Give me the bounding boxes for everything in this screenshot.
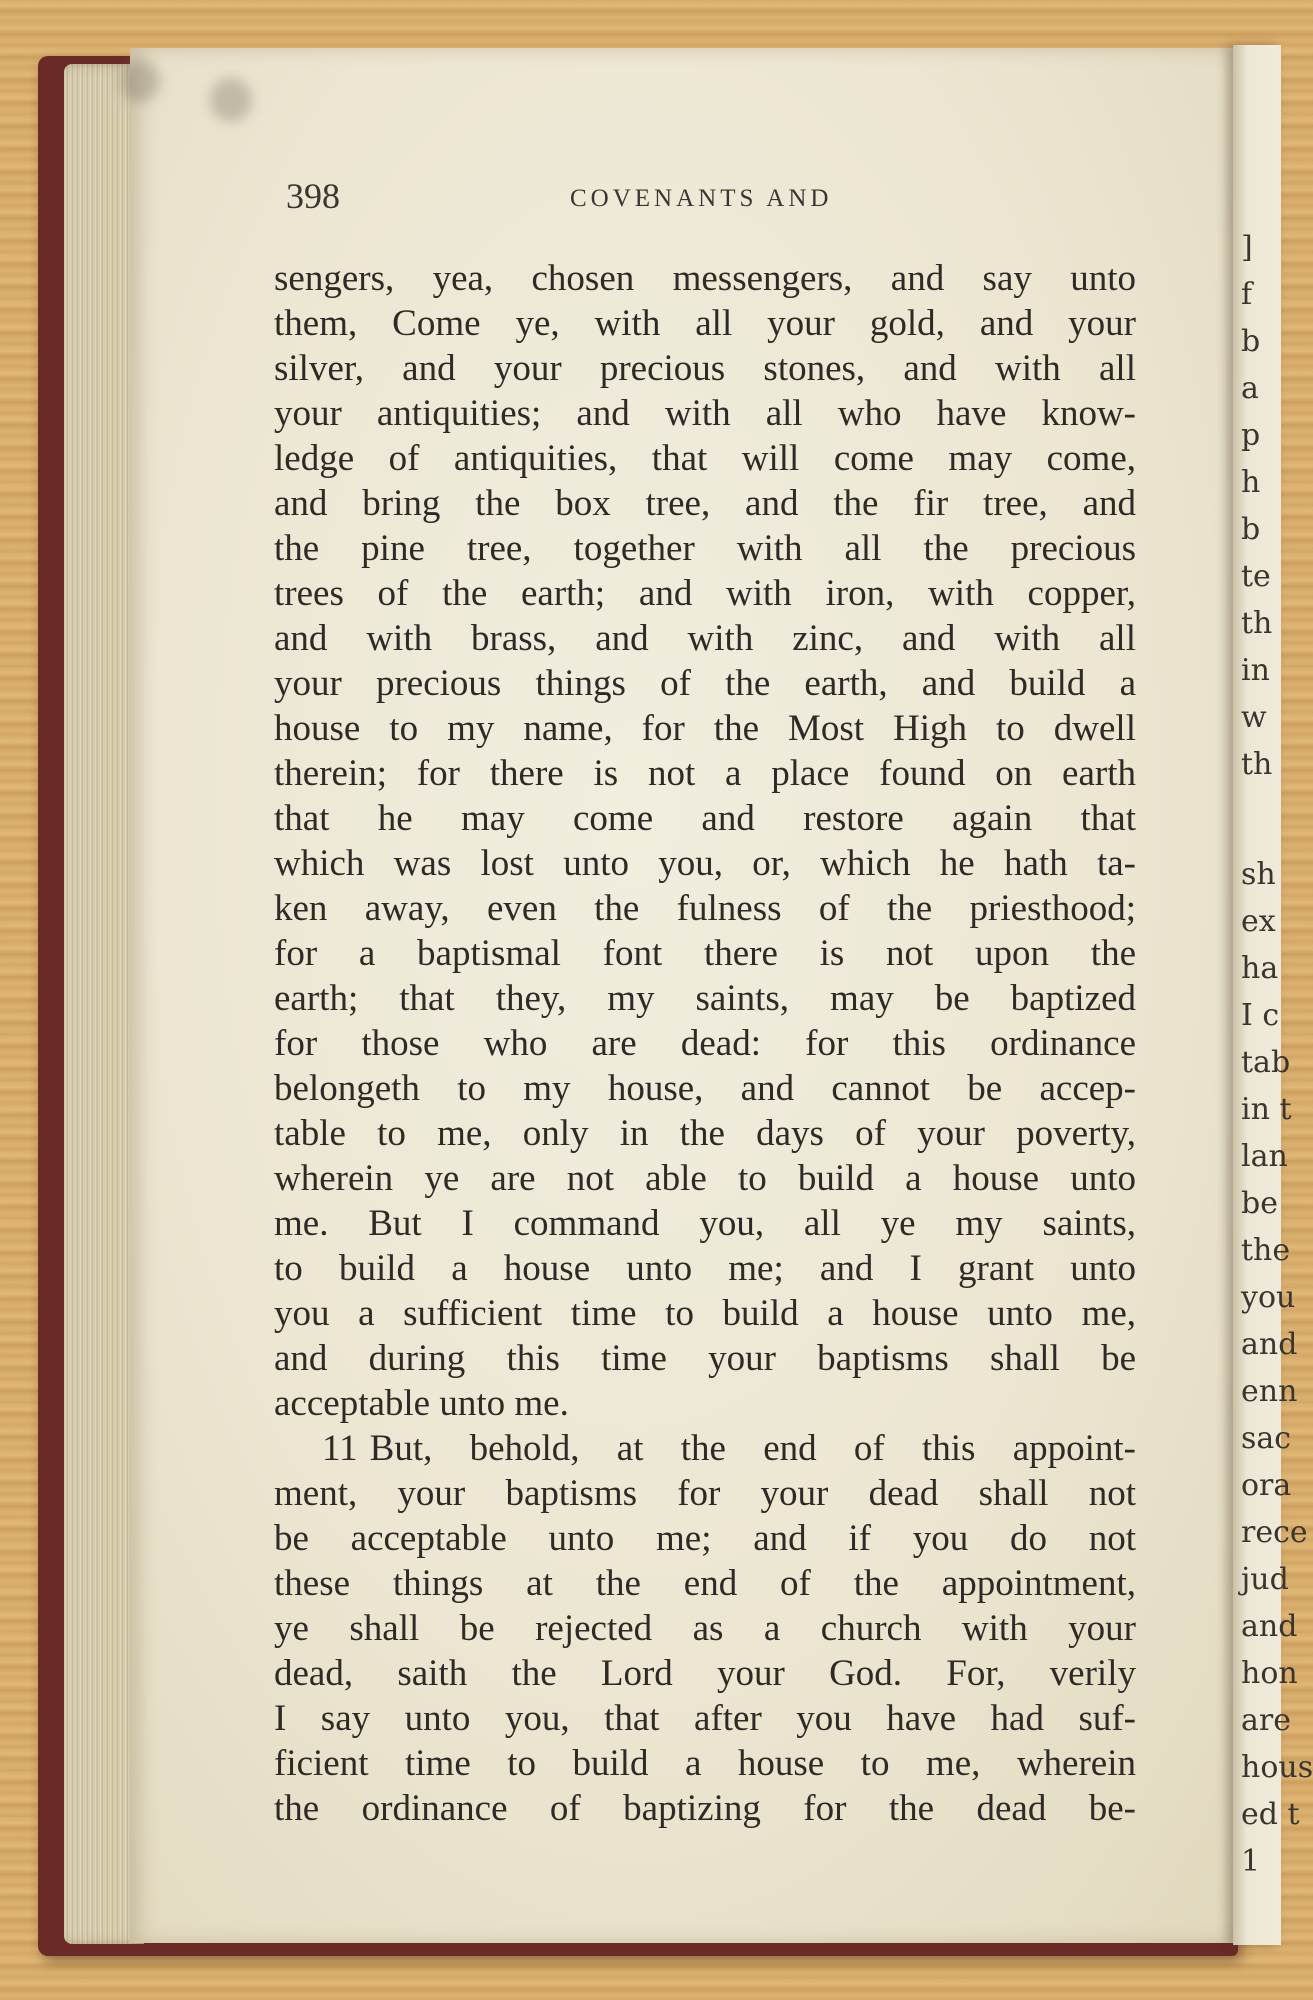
next-page-text: a xyxy=(1241,371,1259,406)
text-line: the pine tree, together with all the precious xyxy=(274,528,1136,569)
text-line: belongeth to my house, and cannot be accep- xyxy=(274,1068,1136,1109)
text-line: which was lost unto you, or, which he hath ta- xyxy=(274,843,1136,884)
text-line: I say unto you, that after you have had suf- xyxy=(274,1698,1136,1739)
verse-line-text: But, behold, at the end of this appoint- xyxy=(369,1428,1136,1469)
next-page-edge xyxy=(1233,45,1313,1945)
next-page-text: you xyxy=(1241,1280,1296,1315)
text-line: your antiquities; and with all who have know- xyxy=(274,393,1136,434)
text-line: trees of the earth; and with iron, with copper, xyxy=(274,573,1136,614)
page-number: 398 xyxy=(286,176,340,216)
page-stain xyxy=(120,60,160,102)
next-page-text: b xyxy=(1241,324,1261,359)
text-line: to build a house unto me; and I grant unto xyxy=(274,1248,1136,1289)
text-line: acceptable unto me. xyxy=(274,1383,569,1424)
text-line: ment, your baptisms for your dead shall not xyxy=(274,1473,1136,1514)
next-page-text: th xyxy=(1241,747,1273,782)
text-line: earth; that they, my saints, may be baptized xyxy=(274,978,1136,1019)
next-page-text: 1 xyxy=(1241,1844,1261,1879)
next-page-text: hon xyxy=(1241,1656,1298,1691)
next-page-text: enn xyxy=(1241,1374,1298,1409)
next-page-text: and xyxy=(1241,1327,1298,1362)
text-line: the ordinance of baptizing for the dead be- xyxy=(274,1788,1136,1829)
text-line: house to my name, for the Most High to dwell xyxy=(274,708,1136,749)
next-page-text: jud xyxy=(1241,1562,1289,1597)
next-page-text: ha xyxy=(1241,951,1279,986)
next-page-text: in t xyxy=(1241,1092,1292,1127)
text-line: for those who are dead: for this ordinance xyxy=(274,1023,1136,1064)
next-page-text: the xyxy=(1241,1233,1291,1268)
text-line: me. But I command you, all ye my saints, xyxy=(274,1203,1136,1244)
next-page-text: b xyxy=(1241,512,1261,547)
text-line: be acceptable unto me; and if you do not xyxy=(274,1518,1136,1559)
text-line: and bring the box tree, and the fir tree, and xyxy=(274,483,1136,524)
text-line: your precious things of the earth, and build a xyxy=(274,663,1136,704)
text-line: and during this time your baptisms shall be xyxy=(274,1338,1136,1379)
text-line: for a baptismal font there is not upon the xyxy=(274,933,1136,974)
text-line: table to me, only in the days of your poverty, xyxy=(274,1113,1136,1154)
next-page-text: sh xyxy=(1241,857,1276,892)
next-page-text: and xyxy=(1241,1609,1298,1644)
next-page-text: f xyxy=(1241,277,1253,312)
next-page-text: sac xyxy=(1241,1421,1292,1456)
next-page-text: th xyxy=(1241,606,1273,641)
next-page-text: p xyxy=(1241,418,1261,453)
page-stain xyxy=(210,78,252,122)
next-page-text: in xyxy=(1241,653,1270,688)
next-page-text: ed t xyxy=(1241,1797,1300,1832)
text-line: silver, and your precious stones, and with all xyxy=(274,348,1136,389)
text-line: them, Come ye, with all your gold, and your xyxy=(274,303,1136,344)
text-line: these things at the end of the appointment, xyxy=(274,1563,1136,1604)
next-page-text: be xyxy=(1241,1186,1278,1221)
next-page-text: are xyxy=(1241,1703,1291,1738)
body-text xyxy=(274,256,1136,1831)
next-page-text: h xyxy=(1241,465,1261,500)
text-line: that he may come and restore again that xyxy=(274,798,1136,839)
text-line: therein; for there is not a place found on earth xyxy=(274,753,1136,794)
next-page-text: I c xyxy=(1241,998,1280,1033)
text-line: dead, saith the Lord your God. For, verily xyxy=(274,1653,1136,1694)
header-title: COVENANTS AND xyxy=(570,185,833,212)
next-page-text: hous xyxy=(1241,1750,1313,1785)
next-page-text: rece xyxy=(1241,1515,1308,1550)
next-page-text: ora xyxy=(1241,1468,1292,1503)
next-page-text: lan xyxy=(1241,1139,1288,1174)
text-line: ledge of antiquities, that will come may come, xyxy=(274,438,1136,479)
next-page-text: w xyxy=(1241,700,1267,735)
verse-first-line xyxy=(274,1426,1136,1471)
verse-number: 11 xyxy=(322,1428,358,1469)
next-page-text: ex xyxy=(1241,904,1276,939)
next-page-text: tab xyxy=(1241,1045,1291,1080)
text-line: sengers, yea, chosen messengers, and say unto xyxy=(274,258,1136,299)
next-page-text: te xyxy=(1241,559,1271,594)
text-line: ken away, even the fulness of the priesthood; xyxy=(274,888,1136,929)
text-line: ficient time to build a house to me, wherein xyxy=(274,1743,1136,1784)
text-line: ye shall be rejected as a church with your xyxy=(274,1608,1136,1649)
text-line: you a sufficient time to build a house unto me, xyxy=(274,1293,1136,1334)
text-line: wherein ye are not able to build a house unto xyxy=(274,1158,1136,1199)
running-head xyxy=(280,175,1120,225)
text-line: and with brass, and with zinc, and with all xyxy=(274,618,1136,659)
next-page-text: ] xyxy=(1241,230,1253,265)
